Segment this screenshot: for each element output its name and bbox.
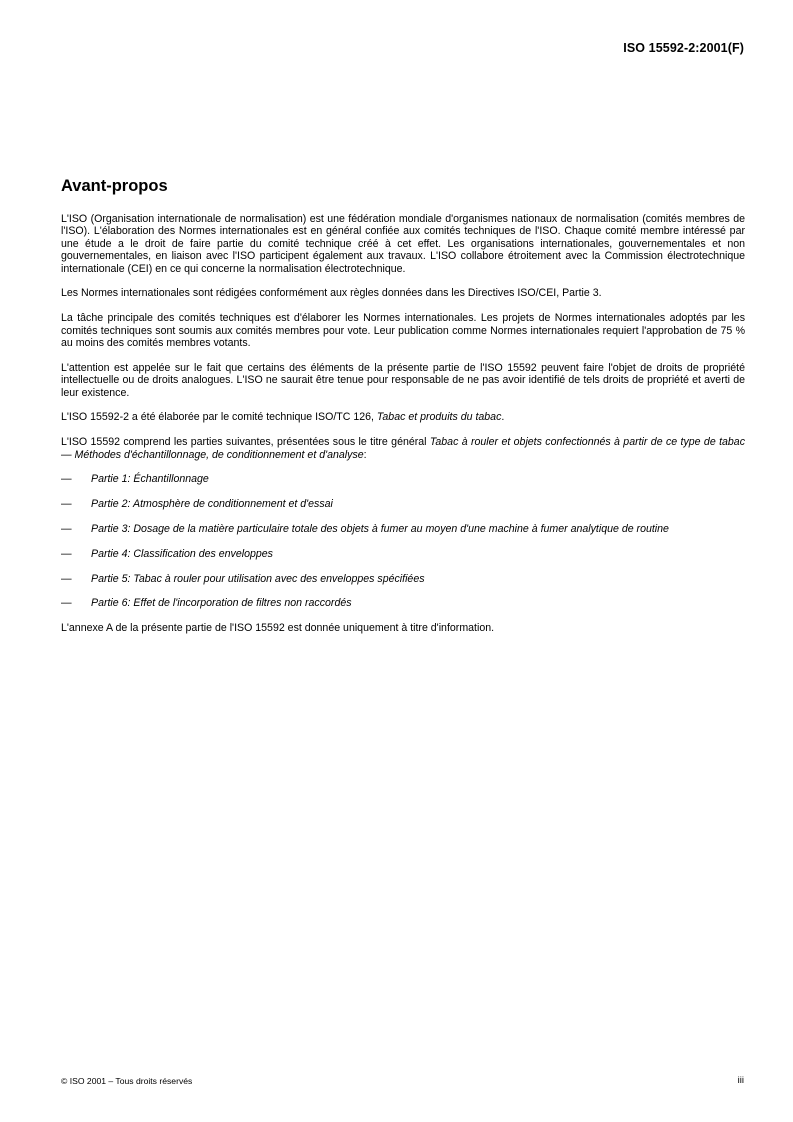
parts-list (61, 473, 745, 609)
committee-title: Tabac et produits du tabac (376, 411, 502, 424)
dash-bullet: — (61, 597, 72, 610)
paragraph-directives: Les Normes internationales sont rédigées conformément aux règles données dans les Directives ISO/CEI, Partie 3. (61, 287, 602, 300)
list-item-part-3 (61, 523, 745, 535)
dash-bullet: — (61, 572, 72, 585)
part-label: Partie 2: Atmosphère de conditionnement et d'essai (91, 498, 333, 511)
part-label: Partie 4: Classification des enveloppes (91, 547, 273, 560)
page-number: iii (737, 1075, 744, 1086)
paragraph-prepared-by (61, 411, 745, 423)
paragraph-iso-overview: L'ISO (Organisation internationale de normalisation) est une fédération mondiale d'organismes nationaux de normalisation (comités membres de l'ISO). L'élaboration des Normes internationales est en général confiée aux comités techniques de l'ISO. Chaque comité membre intéressé par une étude a le droit de faire partie du comité technique créé à cet effet. Les organisations internationales, gouvernementales et non gouvernementales, en liaison avec l'ISO participent également aux travaux. L'ISO collabore étroitement avec la Commission électrotechnique internationale (CEI) en ce qui concerne la normalisation électrotechnique. (61, 213, 745, 275)
paragraph-patent-rights: L'attention est appelée sur le fait que certains des éléments de la présente partie de l'ISO 15592 peuvent faire l'objet de droits de propriété intellectuelle ou de droits analogues. L'ISO ne saurait être tenue pour responsable de ne pas avoir identifié de tels droits de propriété et averti de leur existence. (61, 361, 745, 399)
list-item-part-1 (61, 473, 745, 485)
section-title: Avant-propos (61, 177, 168, 195)
dash-bullet: — (61, 547, 72, 560)
foreword-section (61, 176, 745, 635)
dash-bullet: — (61, 523, 72, 536)
dash-bullet: — (61, 498, 72, 511)
part-label: Partie 3: Dosage de la matière particulaire totale des objets à fumer au moyen d'une machine à fumer analytique de routine (91, 523, 669, 536)
list-item-part-5 (61, 573, 745, 585)
list-item-part-2 (61, 498, 745, 510)
prepared-by-text: L'ISO 15592-2 a été élaborée par le comité technique ISO/TC 126, (61, 411, 377, 424)
part-label: Partie 6: Effet de l'incorporation de filtres non raccordés (91, 597, 352, 610)
prepared-by-suffix: . (501, 411, 505, 424)
document-reference: ISO 15592-2:2001(F) (623, 41, 744, 55)
parts-intro-text: L'ISO 15592 comprend les parties suivantes, présentées sous le titre général (61, 436, 430, 449)
paragraph-parts-intro (61, 436, 745, 461)
parts-intro-suffix: : (363, 448, 367, 461)
general-title: Tabac à rouler et objets confectionnés à partir de ce type de tabac — Méthodes d'échantillonnage, de conditionnement et d'analyse (61, 436, 745, 461)
part-label: Partie 5: Tabac à rouler pour utilisation avec des enveloppes spécifiées (91, 572, 425, 585)
list-item-part-6 (61, 597, 745, 609)
paragraph-technical-committees: La tâche principale des comités techniques est d'élaborer les Normes internationales. Les projets de Normes internationales adoptés par les comités techniques sont soumis aux comités membres pour vote. Leur publication comme Normes internationales requiert l'approbation de 75 % au moins des comités membres votants. (61, 312, 745, 350)
dash-bullet: — (61, 473, 72, 486)
list-item-part-4 (61, 548, 745, 560)
copyright-notice: © ISO 2001 – Tous droits réservés (61, 1076, 193, 1086)
part-label: Partie 1: Échantillonnage (91, 473, 209, 486)
paragraph-annex-note: L'annexe A de la présente partie de l'ISO 15592 est donnée uniquement à titre d'information. (61, 622, 495, 635)
